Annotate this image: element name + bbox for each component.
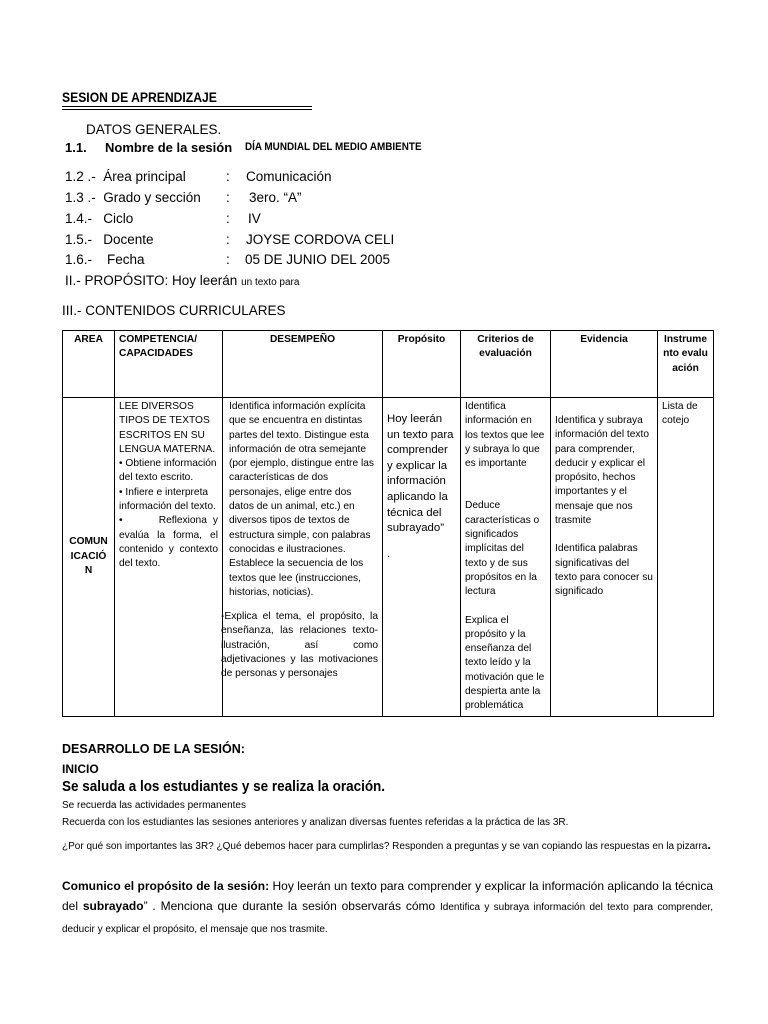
criterio-2: Deduce características o significados implícitas del texto y de sus propósitos en la lectura [465,500,540,598]
preguntas-paragraph: ¿Por qué son importantes las 3R? ¿Qué debemos hacer para cumplirlas? Responden a preguntas y se van copiando las respuestas en la pizarra. [62,837,711,852]
criterio-1: Identifica información en los textos que lee y subraya lo que es importante [465,401,545,470]
spacer [465,600,546,614]
data-row-value: JOYSE CORDOVA CELI [246,232,395,247]
recuerda-line-2: Recuerda con los estudiantes las sesiones anteriores y analizan diversas fuentes referidas a la práctica de las 3R. [62,817,569,828]
desempeno-paragraph-1: Identifica información explícita que se encuentra en distintas partes del texto. Distingue esta información de otra semejante (por ejemplo, distingue entre las características de dos personajes, elige entre dos datos de un animal, etc.) en diversos tipos de textos de estructura simple, con palabras conocidas e ilustraciones. Establece la secuencia de los textos que lee (instrucciones, historias, noticias). [229,401,374,598]
header-competencia: COMPETENCIA/ CAPACIDADES [115,331,223,398]
instrumento-cell: Lista de cotejo [658,398,714,717]
data-row-colon: : [226,211,230,226]
header-area: AREA [63,331,115,398]
proposito-label: II.- PROPÓSITO: Hoy leerán [65,273,242,288]
criterios-cell [461,398,551,717]
data-row-colon: : [226,190,230,205]
title-underline-double [62,109,312,110]
comunico-text-2: ” . Menciona que durante la sesión observarás cómo [143,899,441,913]
competencia-item: • Obtiene información del texto escrito. [119,458,217,484]
data-row-key: 1.6.- Fecha [65,252,145,267]
inicio-heading: INICIO [62,762,99,776]
page-title: SESION DE APRENDIZAJE [62,90,217,105]
proposito-line [65,273,299,288]
desempeno-cell [223,398,383,717]
header-evidencia: Evidencia [551,331,658,398]
evidencia-1: Identifica y subraya información del texto para comprender, deducir y explicar el propósito, hechos importantes y el mensaje que nos trasmite [555,415,650,527]
evidencia-2: Identifica palabras significativas del texto para conocer su significado [555,543,653,598]
contenidos-heading: III.- CONTENIDOS CURRICULARES [62,303,286,318]
datos-generales-heading: DATOS GENERALES. [86,122,222,137]
header-desempeno: DESEMPEÑO [223,331,383,398]
row-1-1-label: Nombre de la sesión [105,140,233,155]
criterio-3: Explica el propósito y la enseñanza del texto leído y la motivación que le despierta ante la problemática [465,614,545,712]
data-row-colon: : [226,169,230,184]
comunico-bold: subrayado [82,899,144,913]
recuerda-line-1: Se recuerda las actividades permanentes [62,800,246,811]
proposito-dot: . [387,547,391,560]
data-row-key: 1.2 .- Área principal [65,169,186,184]
data-row-value: 3ero. “A” [249,190,302,205]
competencia-title: LEE DIVERSOS TIPOS DE TEXTOS ESCRITOS EN SU LENGUA MATERNA. [119,401,216,455]
header-proposito: Propósito [383,331,461,398]
proposito-text: Hoy leerán un texto para comprender y explicar la información aplicando la técnica del subrayado” [387,413,454,535]
comunico-small: Identifica y subraya información del texto para comprender, deducir y explicar el propósito, el mensaje que nos trasmite. [62,902,713,935]
competencia-cell [115,398,223,717]
curricular-table [62,330,714,717]
row-1-1-number: 1.1. [65,140,87,155]
comunico-text: Hoy leerán un texto para comprender y explicar la información aplicando la técnica del [62,879,713,913]
spacer [465,471,546,499]
proposito-small: un texto para [241,277,300,288]
table-row [63,398,714,717]
data-row-key: 1.4.- Ciclo [65,211,134,226]
desarrollo-heading: DESARROLLO DE LA SESIÓN: [62,742,245,756]
saluda-line: Se saluda a los estudiantes y se realiza la oración. [62,779,386,795]
data-row-key: 1.3 .- Grado y sección [65,190,201,205]
data-row-colon: : [226,232,230,247]
spacer [227,600,378,610]
session-name: DÍA MUNDIAL DEL MEDIO AMBIENTE [245,141,422,153]
competencia-item: • Infiere e interpreta información del texto. [119,486,216,513]
data-row-value: Comunicación [246,169,332,184]
data-row-value: IV [248,211,261,226]
competencia-item: • Reflexiona y evalúa la forma, el contenido y contexto del texto. [119,515,221,570]
spacer [555,528,653,542]
data-row-colon: : [226,252,230,267]
comunico-paragraph [62,876,713,940]
title-underline [62,106,312,107]
data-row-key: 1.5.- Docente [65,232,154,247]
header-instrumento: Instrumento evaluación [658,331,714,398]
preguntas-text: ¿Por qué son importantes las 3R? ¿Qué debemos hacer para cumplirlas? Responden a preguntas y se van copiando las respuestas en la pizarra [62,841,708,852]
desempeno-paragraph-2: -Explica el tema, el propósito, la enseñanza, las relaciones texto-ilustración, así como adjetivaciones y las motivaciones de personas y personajes [221,611,378,680]
comunico-label: Comunico el propósito de la sesión: [62,879,270,893]
header-criterios: Criterios de evaluación [461,331,551,398]
data-row-value: 05 DE JUNIO DEL 2005 [245,252,391,267]
proposito-cell [383,398,461,717]
table-header-row [63,331,714,398]
area-cell: COMUNICACIÓN [63,398,115,717]
evidencia-cell [551,398,658,717]
